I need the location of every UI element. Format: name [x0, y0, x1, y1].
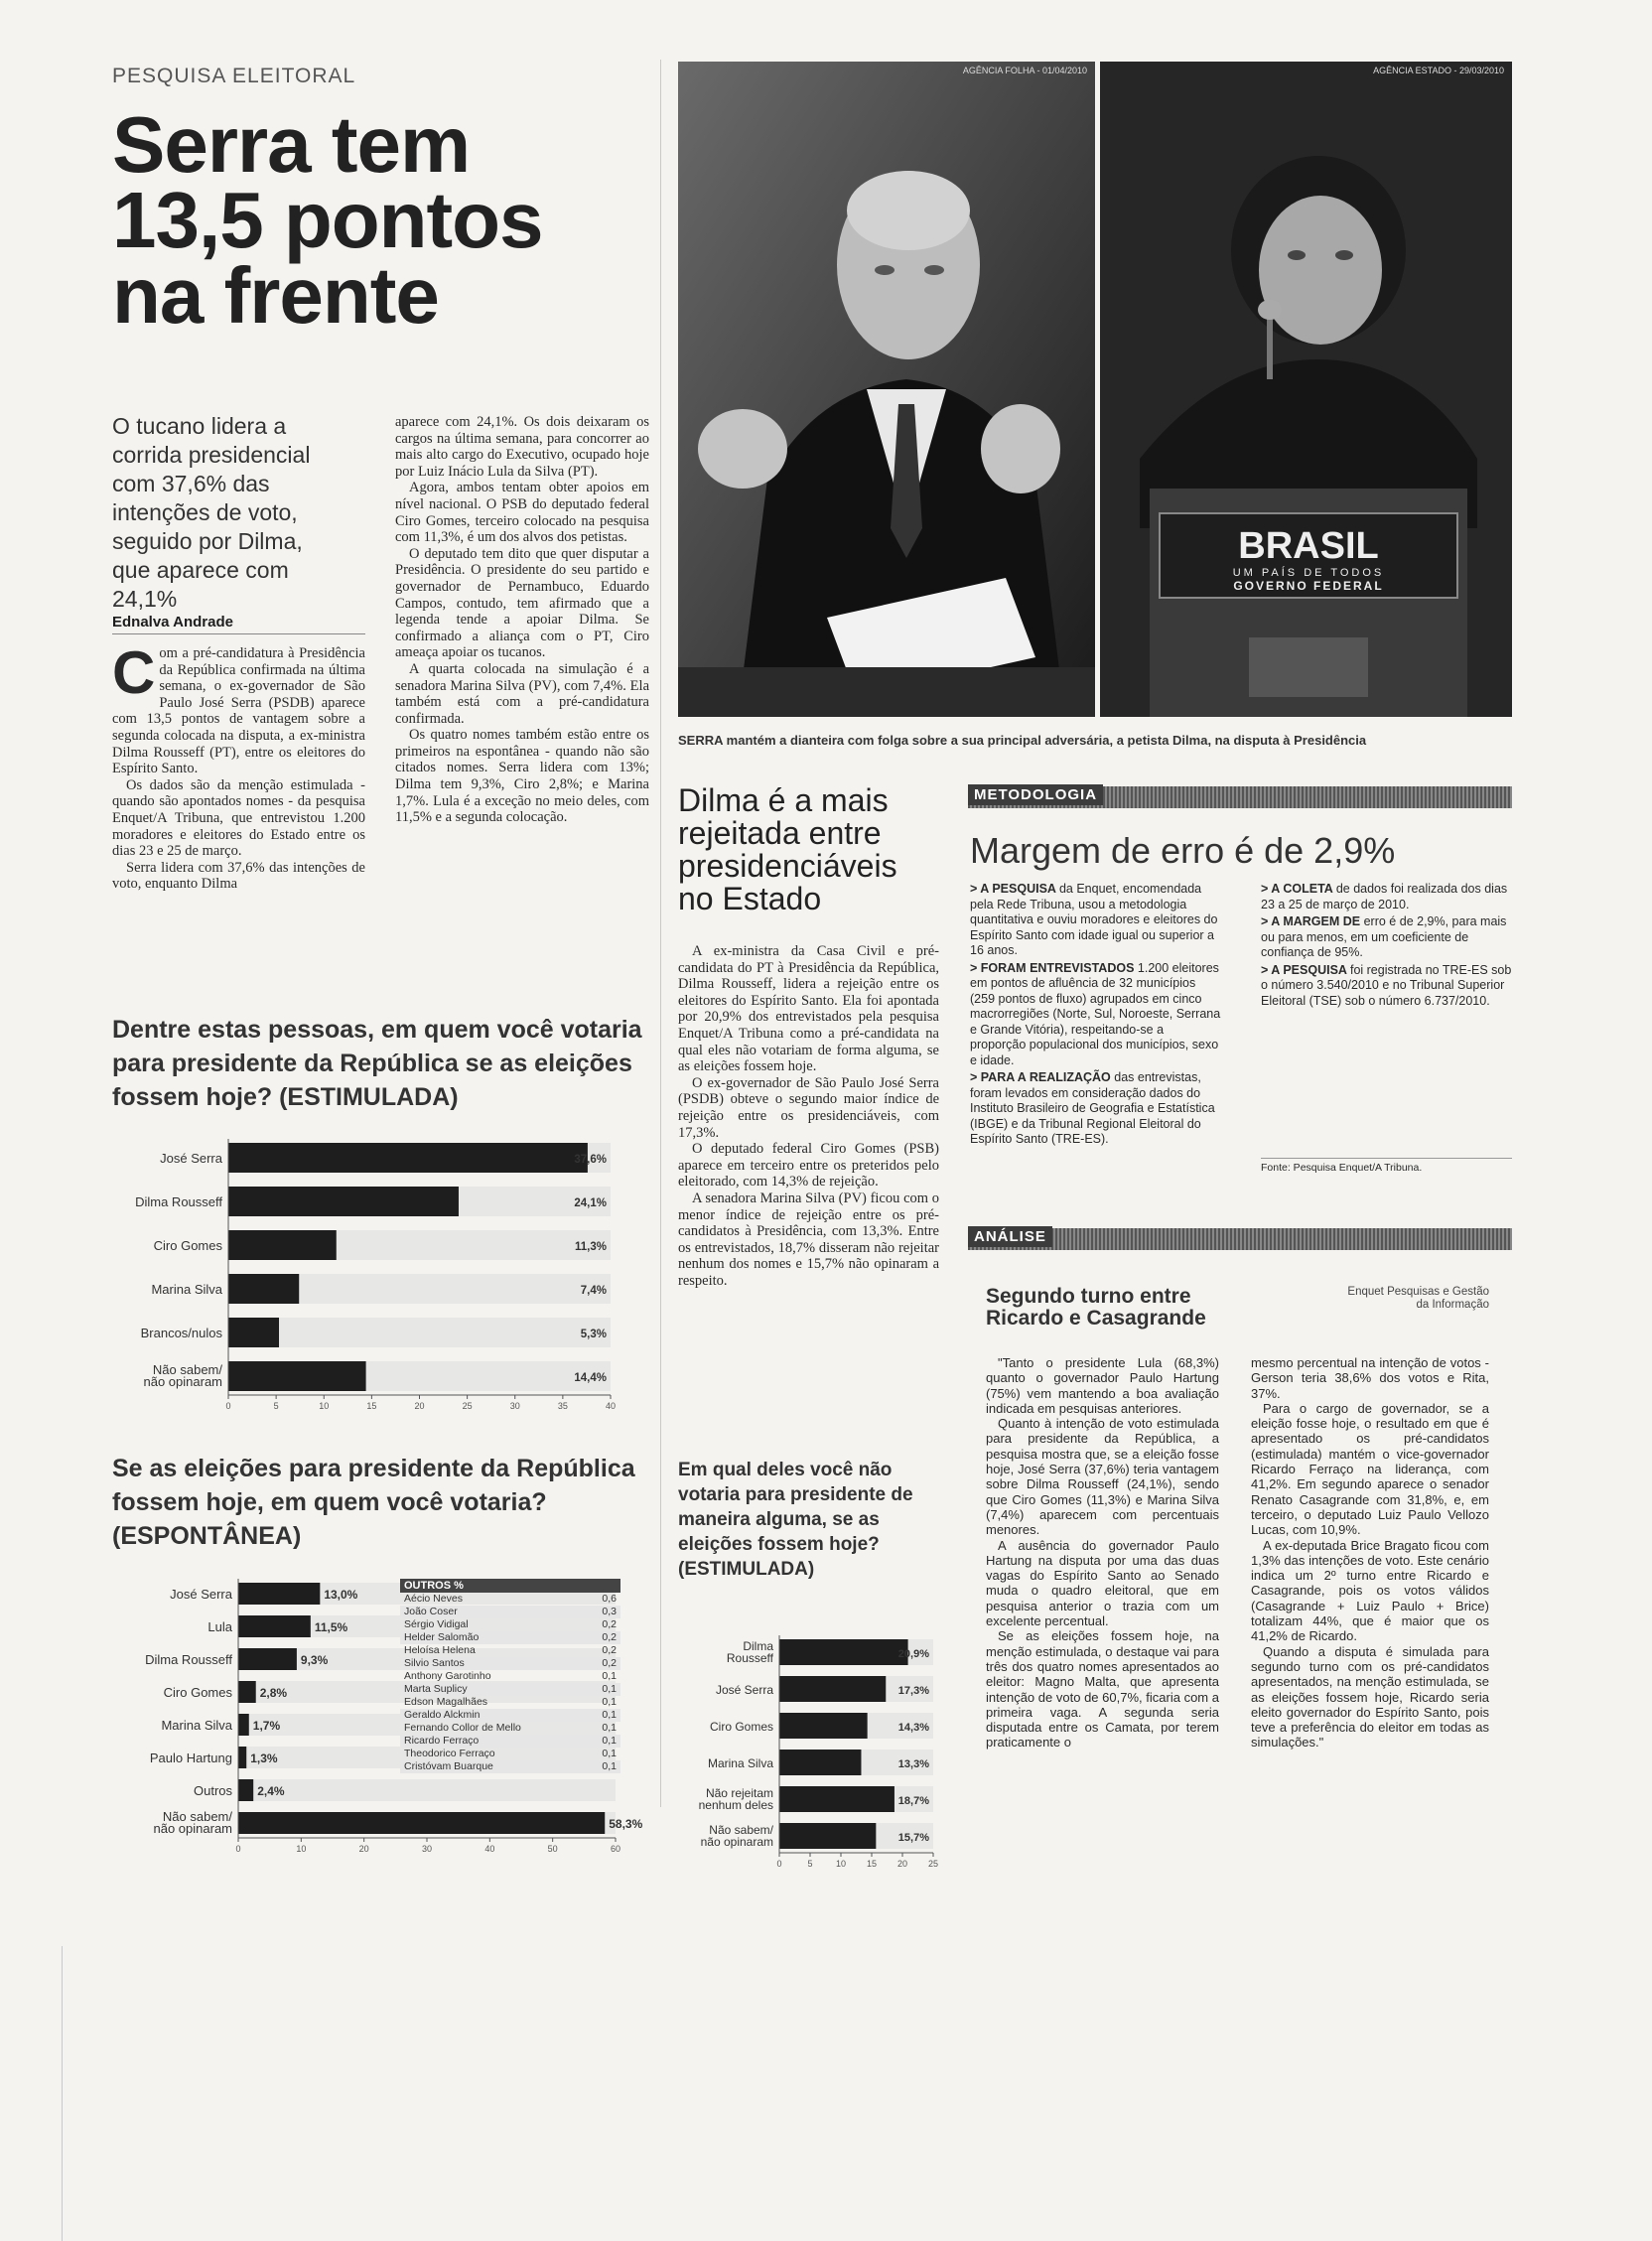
value-label: 20,9% — [897, 1648, 929, 1660]
tick-label: 30 — [421, 1844, 433, 1854]
article-column-2 — [395, 414, 649, 826]
value-label: 5,3% — [580, 1329, 607, 1340]
metodologia-source: Fonte: Pesquisa Enquet/A Tribuna. — [1261, 1158, 1512, 1177]
column-divider — [660, 60, 661, 1807]
outros-name: Theodorico Ferraço — [404, 1748, 495, 1759]
serra-photo-image — [678, 62, 1095, 717]
article-para: Os dados são da menção estimulada - quando são apontados nomes - da pesquisa Enquet/A Tribuna, que entrevistou 1.200 moradores e eleitores do Estado entre os dias 23 e 25 de março. — [112, 776, 365, 860]
outros-row — [400, 1593, 620, 1606]
metodologia-item — [970, 961, 1221, 1069]
outros-name: João Coser — [404, 1606, 458, 1617]
category-label: Dilma — [743, 1639, 773, 1653]
article-para: Agora, ambos tentam obter apoios em nível nacional. O PSB do deputado federal Ciro Gomes, terceiro colocado na pesquisa com 11,3%, é um dos alvos dos petistas. — [395, 480, 649, 546]
outros-row — [400, 1696, 620, 1709]
category-label: Dilma Rousseff — [135, 1194, 222, 1209]
chart3-title: Em qual deles você não votaria para presidente de maneira alguma, se as eleições fossem hoje? (ESTIMULADA) — [678, 1460, 913, 1580]
metodologia-item-label: > A MARGEM DE — [1261, 914, 1364, 928]
tick-label: 40 — [605, 1401, 617, 1411]
metodologia-item — [1261, 914, 1512, 961]
outros-rows — [400, 1593, 620, 1773]
metodologia-headline: Margem de erro é de 2,9% — [970, 830, 1396, 871]
chart3-rejeicao — [675, 1633, 943, 1877]
analise-para: A ausência do governador Paulo Hartung na disputa por uma das duas vagas do Espírito Santo ao Senado muda o quadro eleitoral, que em pesquisa anterior o trazia com um excelente percentual. — [986, 1537, 1219, 1629]
value-label: 13,0% — [324, 1588, 358, 1602]
page-fold-line — [62, 1946, 63, 2241]
bar — [238, 1648, 297, 1670]
tick-label: 60 — [610, 1844, 621, 1854]
metodologia-item-text: 1.200 eleitores em pontos de afluência de 32 municípios (259 pontos de fluxo) agrupados em cinco macrorregiões (Norte, Sul, Noroeste, Serrana e Grande Vitória), respeitando-se a proporção populacional dos municípios, sexo e idade. — [970, 960, 1221, 1067]
tick-label: 0 — [235, 1844, 241, 1854]
value-label: 18,7% — [897, 1795, 929, 1807]
outros-value: 0,1 — [602, 1735, 617, 1747]
category-label: Ciro Gomes — [163, 1685, 232, 1700]
tick-label: 10 — [296, 1844, 307, 1854]
tick-label: 5 — [807, 1859, 813, 1869]
value-label: 58,3% — [609, 1817, 643, 1831]
value-label: 15,7% — [897, 1832, 929, 1844]
analise-para: Para o cargo de governador, se a eleição fosse hoje, o resultado em que é apresentado os pré-candidatos (estimulada) mantém o vice-governador Ricardo Ferraço na liderança, com 41,2%. Em segundo aparece o senador Renato Casagrande com 31,8%, e, em terceiro, o deputado Luiz Paulo Vellozo Lucas, com 10,9%. — [1251, 1400, 1489, 1538]
analise-para: Quando a disputa é simulada para segundo turno com os pré-candidatos apresentados, na menção estimulada, se as eleições fossem hoje, Ricardo seria eleito governador do Espírito Santo, pois teve a preferência do eleitor em todas as simulações." — [1251, 1643, 1489, 1751]
outros-name: Sérgio Vidigal — [404, 1618, 469, 1630]
value-label: 14,3% — [897, 1722, 929, 1734]
article-column-1 — [112, 639, 365, 893]
analise-para: mesmo percentual na intenção de votos - Gerson teria 38,6% dos votos e Rita, 37%. — [1251, 1355, 1489, 1401]
byline: Ednalva Andrade — [112, 614, 365, 634]
headline-line-2: 13,5 pontos — [112, 176, 543, 264]
outros-row — [400, 1644, 620, 1657]
bar — [228, 1187, 459, 1216]
category-label: Não sabem/ — [709, 1823, 773, 1837]
tick-label: 15 — [866, 1859, 878, 1869]
category-label: Marina Silva — [707, 1756, 773, 1770]
chart1-title: Dentre estas pessoas, em quem você votaria para presidente da República se as eleições fossem hoje? (ESTIMULADA) — [112, 1016, 642, 1111]
article-para: A senadora Marina Silva (PV) ficou com o menor índice de rejeição entre os pré-candidatos à Presidência, com 13,3%. Entre os entrevistados, 18,7% disseram não rejeitar nenhum dos nomes e 15,7% não opinaram a respeito. — [678, 1190, 939, 1289]
bar — [238, 1714, 249, 1736]
article-para: O ex-governador de São Paulo José Serra (PSDB) obteve o segundo maior índice de rejeição entre os presidenciáveis, com 17,3%. — [678, 1074, 939, 1141]
metodologia-tag: METODOLOGIA — [968, 784, 1103, 805]
outros-header: OUTROS % — [400, 1579, 620, 1593]
tick-label: 0 — [225, 1401, 231, 1411]
dilma-photo-image — [1100, 62, 1512, 717]
bar — [238, 1583, 320, 1605]
tick-label: 40 — [484, 1844, 495, 1854]
caption-lead: SERRA — [678, 733, 724, 748]
value-label: 11,3% — [575, 1241, 607, 1253]
outros-row — [400, 1735, 620, 1748]
analise-para: Se as eleições fossem hoje, na menção estimulada, o destaque vai para três dos quatro nomes apresentados ao eleitor: Magno Malta, que apresenta intenção de voto de 60,7%, ficaria com a primeira vaga. A segunda seria disputada entre os Camata, por terem praticamente o — [986, 1628, 1219, 1751]
outros-row — [400, 1657, 620, 1670]
outros-row — [400, 1748, 620, 1760]
photo-dilma — [1100, 62, 1512, 717]
metodologia-item-label: > A COLETA — [1261, 882, 1336, 896]
analise-para: "Tanto o presidente Lula (68,3%) quanto o governador Paulo Hartung (75%) vem mantendo a boa avaliação indicada em pesquisas anteriores. — [986, 1355, 1219, 1416]
podium-sign-2: UM PAÍS DE TODOS — [1232, 567, 1385, 579]
lead-paragraph: O tucano lidera a corrida presidencial com 37,6% das intenções de voto, seguido por Dilma, que aparece com 24,1% — [112, 413, 311, 612]
outros-name: Silvio Santos — [404, 1657, 465, 1669]
category-label: Ciro Gomes — [709, 1720, 773, 1734]
metodologia-bar — [968, 786, 1512, 808]
category-label: Não sabem/ — [152, 1362, 222, 1377]
podium-sign-3: GOVERNO FEDERAL — [1233, 579, 1384, 593]
tick-label: 25 — [462, 1401, 473, 1411]
tick-label: 20 — [896, 1859, 908, 1869]
outros-name: Aécio Neves — [404, 1593, 463, 1605]
category-label: Rousseff — [726, 1651, 773, 1665]
metodologia-item-label: > A PESQUISA — [1261, 962, 1350, 977]
category-label: não opinaram — [153, 1821, 232, 1836]
category-label: José Serra — [160, 1151, 222, 1166]
category-label: Paulo Hartung — [149, 1751, 232, 1765]
bar — [238, 1812, 605, 1834]
category-label: Não sabem/ — [162, 1809, 232, 1824]
category-label: não opinaram — [700, 1835, 773, 1849]
article-para: aparece com 24,1%. Os dois deixaram os cargos na última semana, para concorrer ao mais alto cargo do Executivo, ocupado hoje por Luiz Inácio Lula da Silva (PT). — [395, 414, 649, 480]
outros-row — [400, 1631, 620, 1644]
article-para: A quarta colocada na simulação é a senadora Marina Silva (PV), com 7,4%. Ela também está com a pré-candidatura confirmada. — [395, 660, 649, 727]
outros-value: 0,2 — [602, 1657, 617, 1669]
tick-label: 0 — [776, 1859, 782, 1869]
kicker: PESQUISA ELEITORAL — [112, 65, 356, 87]
caption-text: mantém a dianteira com folga sobre a sua principal adversária, a petista Dilma, na disputa à Presidência — [726, 733, 1367, 748]
tick-label: 50 — [547, 1844, 558, 1854]
metodologia-item-text: erro é de 2,9%, para mais ou para menos, em um coeficiente de confiança de 95%. — [1261, 914, 1507, 959]
bar — [228, 1143, 588, 1173]
tick-label: 10 — [319, 1401, 330, 1411]
tick-label: 15 — [366, 1401, 377, 1411]
bar — [228, 1318, 279, 1347]
metodologia-item-text: das entrevistas, foram levados em consideração dados do Instituto Brasileiro de Geografia e Estatística (IBGE) e da Tribunal Regional Eleitoral do Espírito Santo (TRE-ES). — [970, 1070, 1215, 1146]
category-label: Ciro Gomes — [153, 1238, 222, 1253]
metodologia-column-1 — [970, 882, 1221, 1150]
podium-sign-1: BRASIL — [1238, 525, 1379, 567]
outros-row — [400, 1618, 620, 1631]
bar-track — [228, 1318, 611, 1347]
outros-value: 0,1 — [602, 1683, 617, 1695]
category-label: nenhum deles — [698, 1798, 773, 1812]
outros-value: 0,1 — [602, 1760, 617, 1772]
article-para: A ex-ministra da Casa Civil e pré-candidata do PT à Presidência da República, Dilma Rousseff, lidera a rejeição entre os eleitores do Espírito Santo. Ela foi apontada por 20,9% dos entrevistados pela pesquisa Enquet/A Tribuna como a pré-candidata na qual eles não votariam de forma alguma, se as eleições fossem hoje. — [678, 943, 939, 1075]
metodologia-item-label: > FORAM ENTREVISTADOS — [970, 960, 1138, 975]
outros-row — [400, 1670, 620, 1683]
outros-value: 0,2 — [602, 1644, 617, 1656]
photo-caption — [678, 733, 1512, 748]
outros-value: 0,1 — [602, 1722, 617, 1734]
analise-headline: Segundo turno entre Ricardo e Casagrande — [986, 1285, 1206, 1330]
dropcap: C — [112, 639, 156, 706]
chart2-title: Se as eleições para presidente da República fossem hoje, em quem você votaria? (ESPONTÂNEA) — [112, 1455, 635, 1550]
headline-line-1: Serra tem — [112, 100, 471, 189]
bar — [238, 1747, 246, 1768]
article-para: Os quatro nomes também estão entre os primeiros na espontânea - quando não são citados nomes. Serra lidera com 13%; Dilma tem 9,3%, Ciro 2,8%; e Marina 1,7%. Lula é a exceção no meio deles, com 11,5% e a segunda colocação. — [395, 727, 649, 826]
tick-label: 20 — [358, 1844, 369, 1854]
bar — [779, 1750, 861, 1775]
article-para: O deputado tem dito que quer disputar a Presidência. O presidente do seu partido e governador de Pernambuco, Eduardo Campos, contudo, tem afirmado que a legenda tende a apoiar Dilma. Se confirmado a aliança com o PT, Ciro ameaça apoiar os tucanos. — [395, 545, 649, 661]
value-label: 2,4% — [257, 1784, 285, 1798]
metodologia-item — [1261, 882, 1512, 912]
analise-tag: ANÁLISE — [968, 1226, 1052, 1247]
value-label: 11,5% — [314, 1620, 348, 1634]
outros-row — [400, 1722, 620, 1735]
outros-value: 0,1 — [602, 1696, 617, 1708]
outros-value: 0,1 — [602, 1709, 617, 1721]
value-label: 24,1% — [574, 1197, 607, 1209]
bar — [238, 1681, 256, 1703]
outros-row — [400, 1760, 620, 1773]
outros-name: Helder Salomão — [404, 1631, 480, 1643]
value-label: 9,3% — [300, 1653, 329, 1667]
photo-credit-right: AGÊNCIA ESTADO - 29/03/2010 — [1373, 66, 1504, 75]
category-label: não opinaram — [143, 1374, 222, 1389]
outros-value: 0,3 — [602, 1606, 617, 1617]
category-label: Lula — [207, 1619, 232, 1634]
bar — [228, 1361, 366, 1391]
category-label: Marina Silva — [151, 1282, 222, 1297]
tick-label: 20 — [414, 1401, 425, 1411]
bar — [228, 1274, 299, 1304]
outros-name: Ricardo Ferraço — [404, 1735, 480, 1747]
article-para: Serra lidera com 37,6% das intenções de voto, enquanto Dilma — [112, 859, 365, 893]
chart1-estimulada — [109, 1137, 625, 1425]
outros-value: 0,2 — [602, 1631, 617, 1643]
category-label: Marina Silva — [161, 1718, 232, 1733]
outros-value: 0,2 — [602, 1618, 617, 1630]
bar — [238, 1615, 311, 1637]
outros-name: Fernando Collor de Mello — [404, 1722, 521, 1734]
tick-label: 30 — [509, 1401, 520, 1411]
analise-column-1 — [986, 1355, 1219, 1751]
article-para: O deputado federal Ciro Gomes (PSB) aparece em terceiro entre os preteridos pelo eleitorado, com 14,3% de rejeição. — [678, 1141, 939, 1191]
category-label: Outros — [193, 1783, 232, 1798]
bar-track — [238, 1779, 616, 1801]
outros-value: 0,1 — [602, 1670, 617, 1682]
analise-column-2 — [1251, 1355, 1489, 1751]
metodologia-item — [1261, 963, 1512, 1010]
category-label: Não rejeitam — [705, 1786, 773, 1800]
value-label: 14,4% — [574, 1372, 607, 1384]
category-label: José Serra — [170, 1587, 232, 1602]
value-label: 13,3% — [897, 1758, 929, 1770]
rejection-article — [678, 943, 939, 1289]
analise-author: Enquet Pesquisas e Gestão da Informação — [1347, 1286, 1489, 1311]
analise-para: Quanto à intenção de voto estimulada para presidente da República, a pesquisa mostra que, se a eleição fosse hoje, José Serra (37,6%) teria vantagem sobre Dilma Rousseff (24,1%), sendo que Ciro Gomes (11,3%) e Marina Silva (7,4%) aparecem com percentuais menores. — [986, 1416, 1219, 1538]
value-label: 17,3% — [897, 1685, 929, 1697]
tick-label: 10 — [835, 1859, 847, 1869]
outros-row — [400, 1606, 620, 1618]
outros-name: Heloísa Helena — [404, 1644, 476, 1656]
tick-label: 5 — [273, 1401, 279, 1411]
metodologia-item-text: da Enquet, encomendada pela Rede Tribuna, usou a metodologia quantitativa e ouviu moradores e eleitores do Espírito Santo com idade igual ou superior a 16 anos. — [970, 882, 1218, 957]
photo-serra — [678, 62, 1095, 717]
value-label: 2,8% — [259, 1686, 288, 1700]
value-label: 37,6% — [574, 1154, 607, 1166]
metodologia-item — [970, 882, 1221, 959]
metodologia-item-label: > A PESQUISA — [970, 882, 1059, 896]
metodologia-item-text: foi registrada no TRE-ES sob o número 3.540/2010 e no Tribunal Superior Eleitoral (TSE) sob o número 6.737/2010. — [1261, 962, 1512, 1008]
bar — [779, 1713, 868, 1739]
tick-label: 25 — [927, 1859, 939, 1869]
bar — [228, 1230, 337, 1260]
value-label: 7,4% — [580, 1285, 607, 1297]
bar — [238, 1779, 253, 1801]
outros-name: Anthony Garotinho — [404, 1670, 491, 1682]
bar — [779, 1823, 876, 1849]
outros-name: Cristóvam Buarque — [404, 1760, 493, 1772]
analise-bar — [968, 1228, 1512, 1250]
analise-para: A ex-deputada Brice Bragato ficou com 1,3% das intenções de voto. Este cenário indica um 2º turno entre Ricardo e Casagrande, pois os votos válidos (Casagrande + Luiz Paulo + Brice) totalizam 44%, que é maior que os 41,2% de Ricardo. — [1251, 1537, 1489, 1644]
article-para: om a pré-candidatura à Presidência da República confirmada na última semana, o ex-governador de São Paulo José Serra (PSDB) aparece com 13,5 pontos de vantagem sobre a segunda colocada na disputa, a ex-ministra Dilma Rousseff (PT), entre os eleitores do Espírito Santo. — [112, 645, 365, 777]
rejection-headline: Dilma é a mais rejeitada entre presidenciáveis no Estado — [678, 782, 897, 916]
outros-table — [400, 1579, 620, 1773]
tick-label: 35 — [557, 1401, 568, 1411]
metodologia-item-text: de dados foi realizada dos dias 23 a 25 de março de 2010. — [1261, 882, 1508, 911]
category-label: Dilma Rousseff — [145, 1652, 232, 1667]
category-label: José Serra — [715, 1683, 773, 1697]
outros-name: Edson Magalhães — [404, 1696, 488, 1708]
metodologia-item — [970, 1070, 1221, 1148]
bar — [779, 1676, 886, 1702]
outros-name: Geraldo Alckmin — [404, 1709, 481, 1721]
outros-value: 0,1 — [602, 1748, 617, 1759]
category-label: Brancos/nulos — [140, 1326, 222, 1340]
bar — [779, 1786, 895, 1812]
photo-credit-left: AGÊNCIA FOLHA - 01/04/2010 — [962, 66, 1087, 75]
headline — [112, 100, 648, 340]
headline-line-3: na frente — [112, 251, 439, 340]
outros-row — [400, 1709, 620, 1722]
outros-name: Marta Suplicy — [404, 1683, 468, 1695]
outros-row — [400, 1683, 620, 1696]
metodologia-item-label: > PARA A REALIZAÇÃO — [970, 1070, 1115, 1084]
value-label: 1,3% — [250, 1751, 278, 1765]
value-label: 1,7% — [252, 1719, 281, 1733]
bar — [779, 1639, 908, 1665]
outros-value: 0,6 — [602, 1593, 617, 1605]
metodologia-column-2 — [1261, 882, 1512, 1011]
